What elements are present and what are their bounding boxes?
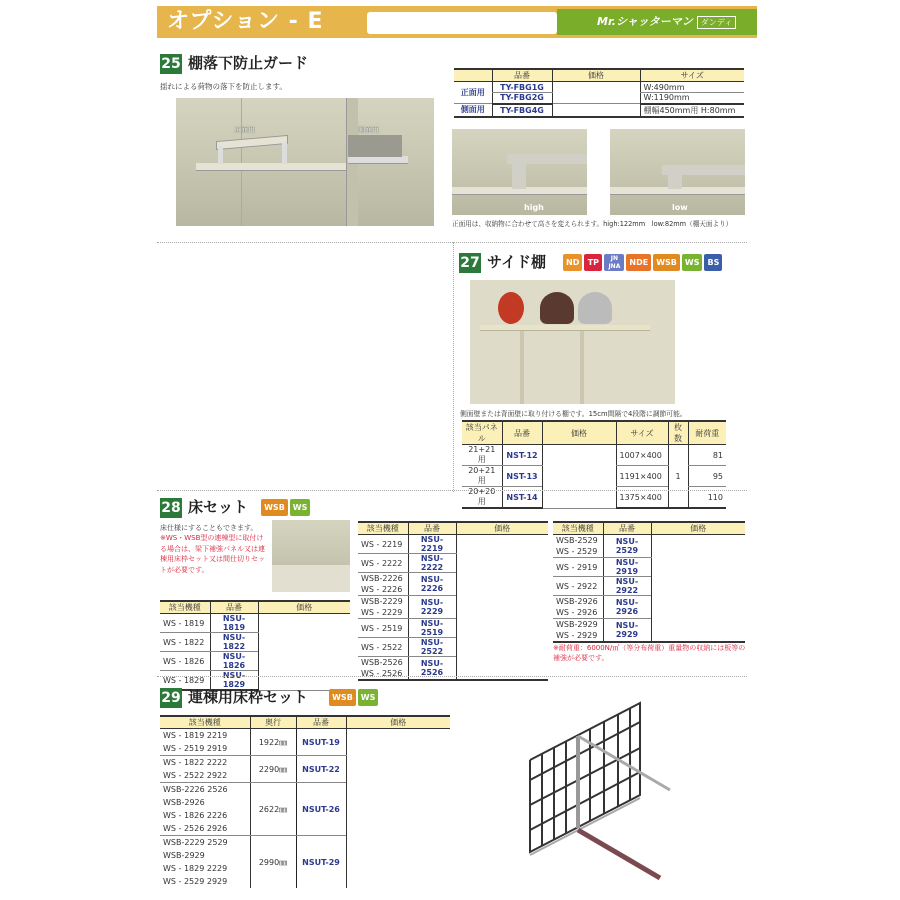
sec28-warning: ※WS・WSB型の連棟型に取付ける場合は、梁下補強パネル又は連棟用床枠セット又は間仕切りセットが必要です。 [160,534,265,574]
table-row: WS - 2222 NSU-2222 [358,554,548,573]
sec25-desc: 揺れによる荷物の落下を防止します。 [160,82,287,91]
brand-sub: ダンディ [697,16,736,29]
table-row: WSB-2929 WS - 2929 NSU-2929 [553,619,745,643]
label-high: high [524,203,544,212]
sec27-title: サイド棚 [487,253,546,271]
divider [157,676,747,677]
header-blank-box [367,12,557,34]
table-row: WSB-2226 2526 WSB-2926 WS - 1826 2226 WS - 2526 2926 2622㎜ NSUT-26 [160,783,450,836]
table-row: WS - 2522 NSU-2522 [358,638,548,657]
sec29-title: 連棟用床枠セット [188,688,309,706]
floor-frame-diagram [520,700,700,885]
badge-jn-jna: JN JNA [604,254,624,271]
table-row: WS - 2519 NSU-2519 [358,619,548,638]
sec28-table2: 該当機種 品番 価格 WS - 2219 NSU-2219 WS - 2222 NSU-2222 WSB-2226 WS - 2226 NSU-2226 WSB-2229 WS - 2229 NSU-2229 WS - 2519 NSU-2519 WS - 2522 NSU-2522 WSB-2526 WS - 2526 NSU-2526 [358,521,548,681]
table-row: WSB-2529 WS - 2529 NSU-2529 [553,535,745,558]
sec25-heading [160,52,308,74]
sec27-photo [470,280,675,404]
label-front: 正面用 [234,126,255,134]
table-row: WSB-2229 2529 WSB-2929 WS - 1829 2229 WS - 2529 2929 2990㎜ NSUT-29 [160,836,450,889]
sec28-table3: 該当機種 品番 価格 WSB-2529 WS - 2529 NSU-2529 WS - 2919 NSU-2919 WS - 2922 NSU-2922 WSB-2926 WS - 2926 NSU-2926 WSB-2929 WS - 2929 NSU-2929 [553,521,745,643]
table-row: 側面用 TY-FBG4G 棚幅450mm用 H:80mm [454,104,744,117]
table-row: 20+20用 NST-14 1375×400 110 [462,487,726,509]
divider [453,242,454,492]
sec25-photo [176,98,434,226]
sec28-desc: 床仕様にすることもできます。 [160,524,258,532]
badge-nde: NDE [626,254,651,271]
divider [157,242,747,243]
table-row: WS - 1826 NSU-1826 [160,652,350,671]
table-row: WSB-2226 WS - 2226 NSU-2226 [358,573,548,596]
table-row: 正面用 TY-FBG1G W:490mm [454,82,744,93]
label-low: low [672,203,688,212]
sec27-table: 該当パネル 品番 価格 サイズ 枚数 耐荷重 21+21用 NST-12 1007×400 1 81 20+21用 NST-13 1191×400 95 20+20用 NST-14 1375×400 110 [462,420,726,509]
badge-bs: BS [704,254,722,271]
badge-wsb: WSB [261,499,288,516]
sec28-table1: 該当機種 品番 価格 WS - 1819 NSU-1819 WS - 1822 NSU-1822 WS - 1826 NSU-1826 WS - 1829 NSU-1829 [160,600,350,691]
sec27-heading [459,251,722,273]
brand-logo [557,9,757,35]
th-blank [454,69,492,82]
sec25-table [454,68,744,118]
brand-name: Mr.シャッターマン [597,15,693,28]
sec25-title: 棚落下防止ガード [188,54,309,72]
sec25-number: 25 [161,56,181,72]
table-row: WS - 1819 NSU-1819 [160,614,350,633]
table-row: WS - 2219 NSU-2219 [358,535,548,554]
badge-wsb: WSB [653,254,680,271]
sec29-heading [160,686,378,708]
badge-tp: TP [584,254,602,271]
sec28-note: ※耐荷重：6000N/㎡（等分布荷重）重量物の収納には板等の補強が必要です。 [553,644,746,662]
th-price: 価格 [552,69,640,82]
badge-ws: WS [290,499,311,516]
badge-nd: ND [563,254,582,271]
table-row: WSB-2926 WS - 2926 NSU-2926 [553,596,745,619]
sec28-heading [160,496,310,518]
sec28-photo [272,520,350,592]
table-row: WS - 1829 NSU-1829 [160,671,350,691]
table-row: 20+21用 NST-13 1191×400 95 [462,466,726,487]
table-row: WS - 1822 2222 WS - 2522 2922 2290㎜ NSUT-22 [160,756,450,783]
label-side: 側面用 [358,126,379,134]
photo-low [610,129,745,215]
table-row: WSB-2526 WS - 2526 NSU-2526 [358,657,548,681]
badge-ws: WS [682,254,703,271]
divider [157,490,747,491]
photo-high [452,129,587,215]
sec28-title: 床セット [188,498,249,516]
page-title: オプション - E [167,9,324,34]
table-row: WS - 2919 NSU-2919 [553,558,745,577]
sec27-desc: 側面壁または背面壁に取り付ける棚です。15cm間隔で4段階に調節可能。 [460,410,687,418]
badge-wsb: WSB [329,689,356,706]
table-row: WSB-2229 WS - 2229 NSU-2229 [358,596,548,619]
sec28-number: 28 [161,500,181,516]
table-row: 21+21用 NST-12 1007×400 1 81 [462,445,726,466]
th-part: 品番 [492,69,552,82]
badge-ws: WS [358,689,379,706]
table-row: TY-FBG2G W:1190mm [454,93,744,104]
sec27-number: 27 [460,255,480,271]
sec25-note: 正面用は、収納物に合わせて高さを変えられます。high:122mm low:82mm（棚天面より） [452,220,733,228]
table-row: WS - 2922 NSU-2922 [553,577,745,596]
table-row: WS - 1819 2219 WS - 2519 2919 1922㎜ NSUT-19 [160,729,450,756]
sec29-number: 29 [161,690,181,706]
table-row: WS - 1822 NSU-1822 [160,633,350,652]
sec29-table: 該当機種 奥行 品番 価格 WS - 1819 2219 WS - 2519 2919 1922㎜ NSUT-19 WS - 1822 2222 WS - 2522 2922 2290㎜ NSUT-22 WSB-2226 2526 WSB-2926 WS - 1826 2226 WS - 2526 2926 2622㎜ NSUT-26 WSB-2229 2529 WSB-2929 WS - 1829 2229 WS - 2529 2929 2990㎜ NSUT-29 [160,715,450,888]
th-size: サイズ [640,69,744,82]
